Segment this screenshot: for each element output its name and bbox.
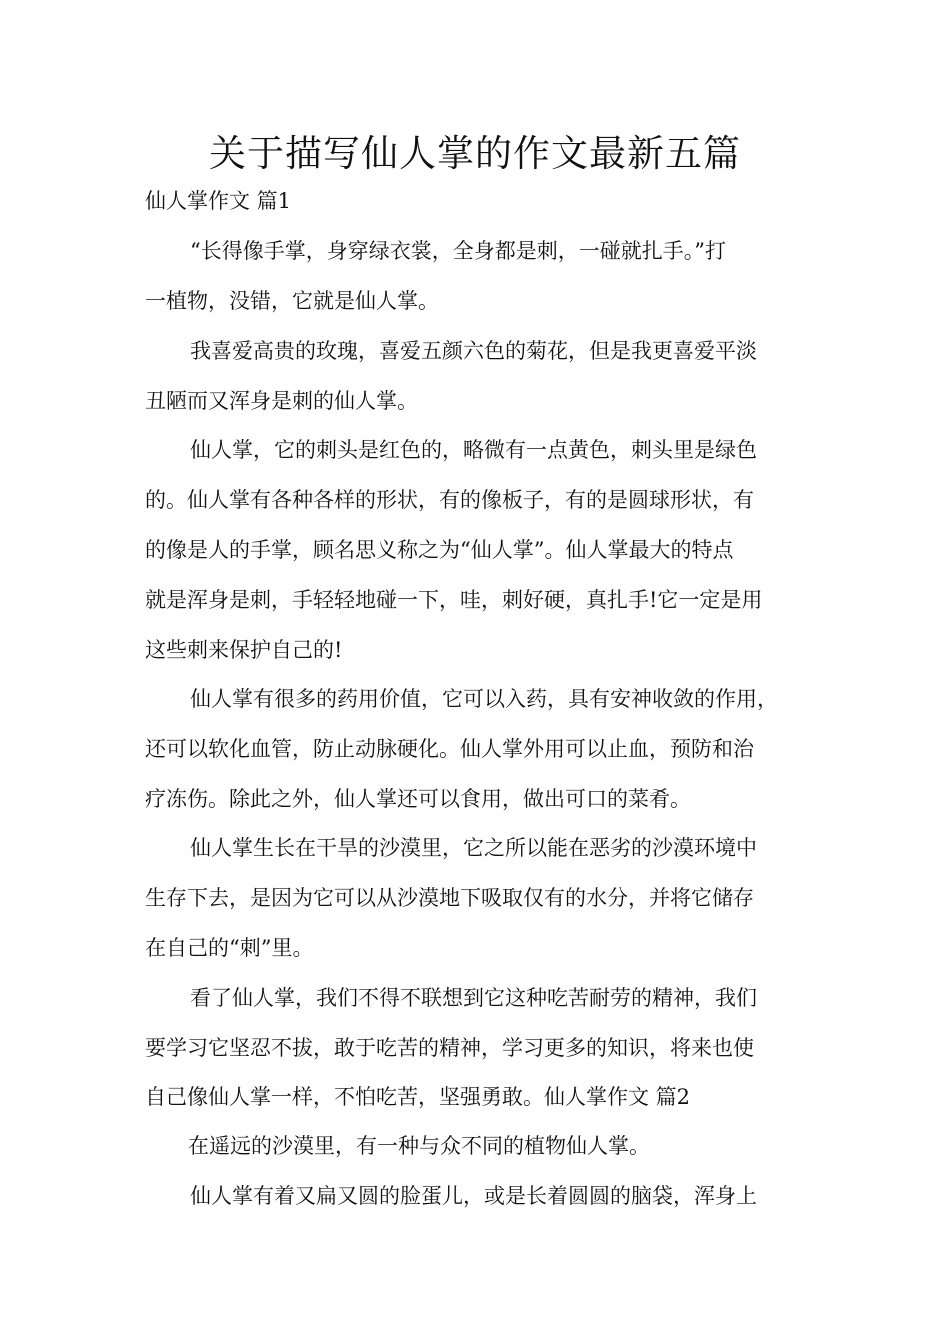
paragraph-line: 在自己的“刺”里。 (145, 936, 314, 960)
paragraph-line: 这些刺来保护自己的! (145, 638, 343, 662)
paragraph-line: 疗冻伤。除此之外，仙人掌还可以食用，做出可口的菜肴。 (145, 787, 691, 811)
paragraph-line: 仙人掌有很多的药用价值，它可以入药，具有安神收敛的作用， (190, 687, 778, 711)
paragraph-line: 看了仙人掌，我们不得不联想到它这种吃苦耐劳的精神，我们 (190, 986, 757, 1010)
paragraph-line: 一植物，没错，它就是仙人掌。 (145, 289, 439, 313)
paragraph-line: 还可以软化血管，防止动脉硬化。仙人掌外用可以止血，预防和治 (145, 737, 754, 761)
section-heading-1: 仙人掌作文 篇1 (145, 189, 292, 213)
paragraph-line: 仙人掌生长在干旱的沙漠里，它之所以能在恶劣的沙漠环境中 (190, 836, 757, 860)
paragraph-line: 生存下去，是因为它可以从沙漠地下吸取仅有的水分，并将它储存 (145, 886, 754, 910)
paragraph-line: 我喜爱高贵的玫瑰，喜爱五颜六色的菊花，但是我更喜爱平淡 (190, 339, 757, 363)
paragraph-line: 在遥远的沙漠里，有一种与众不同的植物仙人掌。 (188, 1134, 650, 1158)
paragraph-line: 仙人掌有着又扁又圆的脸蛋儿，或是长着圆圆的脑袋，浑身上 (190, 1184, 757, 1208)
paragraph-line: 就是浑身是刺，手轻轻地碰一下，哇，刺好硬，真扎手!它一定是用 (145, 588, 763, 612)
paragraph-line: 丑陋而又浑身是刺的仙人掌。 (145, 389, 418, 413)
paragraph-line: 的像是人的手掌，顾名思义称之为“仙人掌”。仙人掌最大的特点 (145, 538, 734, 562)
paragraph-line: 要学习它坚忍不拔，敢于吃苦的精神，学习更多的知识，将来也使 (145, 1036, 754, 1060)
paragraph-line: 的。仙人掌有各种各样的形状，有的像板子，有的是圆球形状，有 (145, 488, 754, 512)
paragraph-line: “长得像手掌，身穿绿衣裳，全身都是刺，一碰就扎手。”打 (190, 239, 726, 263)
paragraph-line: 自己像仙人掌一样，不怕吃苦，坚强勇敢。仙人掌作文 篇2 (145, 1085, 691, 1109)
paragraph-line: 仙人掌，它的刺头是红色的，略微有一点黄色，刺头里是绿色 (190, 438, 757, 462)
document-title: 关于描写仙人掌的作文最新五篇 (209, 132, 741, 175)
